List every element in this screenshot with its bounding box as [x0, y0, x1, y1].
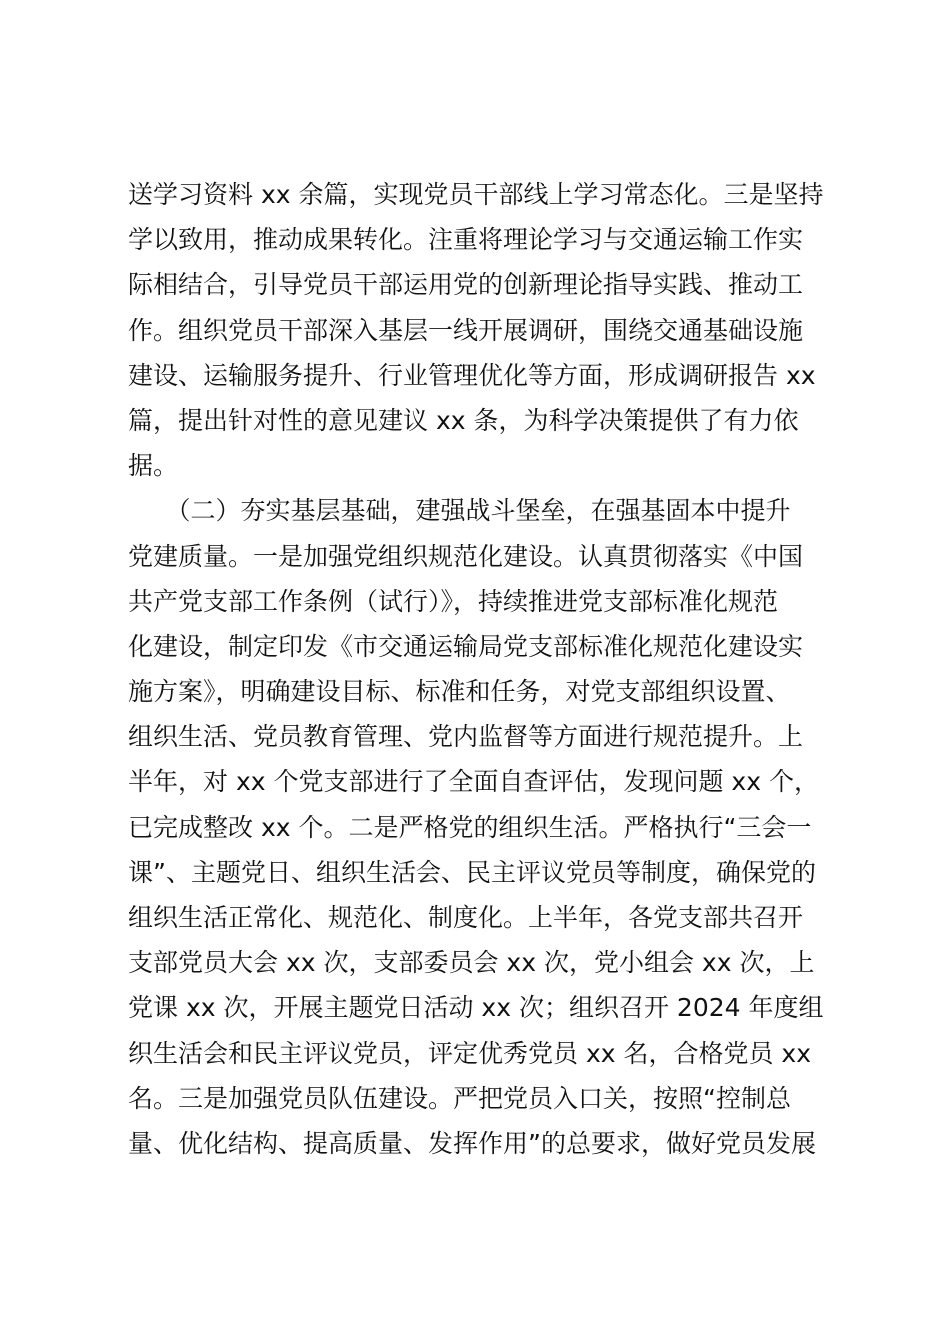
text-line: 名。三是加强党员队伍建设。严把党员入口关，按照“控制总: [128, 1083, 791, 1113]
text-line: 际相结合，引导党员干部运用党的创新理论指导实践、推动工: [128, 270, 804, 300]
text-line: 送学习资料 xx 余篇，实现党员干部线上学习常态化。三是坚持: [128, 180, 824, 209]
text-line: 已完成整改 xx 个。二是严格党的组织生活。严格执行“三会一: [128, 812, 812, 842]
body-text: [128, 172, 838, 1166]
text-line: 化建设，制定印发《市交通运输局党支部标准化规范化建设实: [128, 631, 804, 661]
text-line: 织生活会和民主评议党员，评定优秀党员 xx 名，合格党员 xx: [128, 1038, 812, 1068]
text-line: 组织生活、党员教育管理、党内监督等方面进行规范提升。上: [128, 722, 804, 752]
text-line: 量、优化结构、提高质量、发挥作用”的总要求，做好党员发展: [128, 1128, 816, 1158]
text-line: 作。组织党员干部深入基层一线开展调研，围绕交通基础设施: [128, 315, 804, 345]
text-line: 学以致用，推动成果转化。注重将理论学习与交通运输工作实: [128, 225, 804, 255]
text-line: 建设、运输服务提升、行业管理优化等方面，形成调研报告 xx: [128, 360, 816, 390]
text-line: 党课 xx 次，开展主题党日活动 xx 次；组织召开 2024 年度组: [128, 993, 824, 1023]
text-line: 篇，提出针对性的意见建议 xx 条，为科学决策提供了有力依: [128, 405, 799, 435]
text-line: 半年，对 xx 个党支部进行了全面自查评估，发现问题 xx 个，: [128, 767, 819, 797]
text-line: 组织生活正常化、规范化、制度化。上半年，各党支部共召开: [128, 903, 804, 932]
text-line: 据。: [128, 451, 179, 481]
text-line: 共产党支部工作条例（试行）》，持续推进党支部标准化规范: [128, 586, 779, 616]
text-line: 施方案》，明确建设目标、标准和任务，对党支部组织设置、: [128, 677, 791, 707]
text-line: 支部党员大会 xx 次，支部委员会 xx 次，党小组会 xx 次，上: [128, 948, 815, 978]
paragraph-start-line: （二）夯实基层基础，建强战斗堡垒，在强基固本中提升: [128, 496, 791, 526]
text-line: 课”、主题党日、组织生活会、民主评议党员等制度，确保党的: [128, 857, 816, 887]
text-line: 党建质量。一是加强党组织规范化建设。认真贯彻落实《中国: [128, 541, 804, 571]
